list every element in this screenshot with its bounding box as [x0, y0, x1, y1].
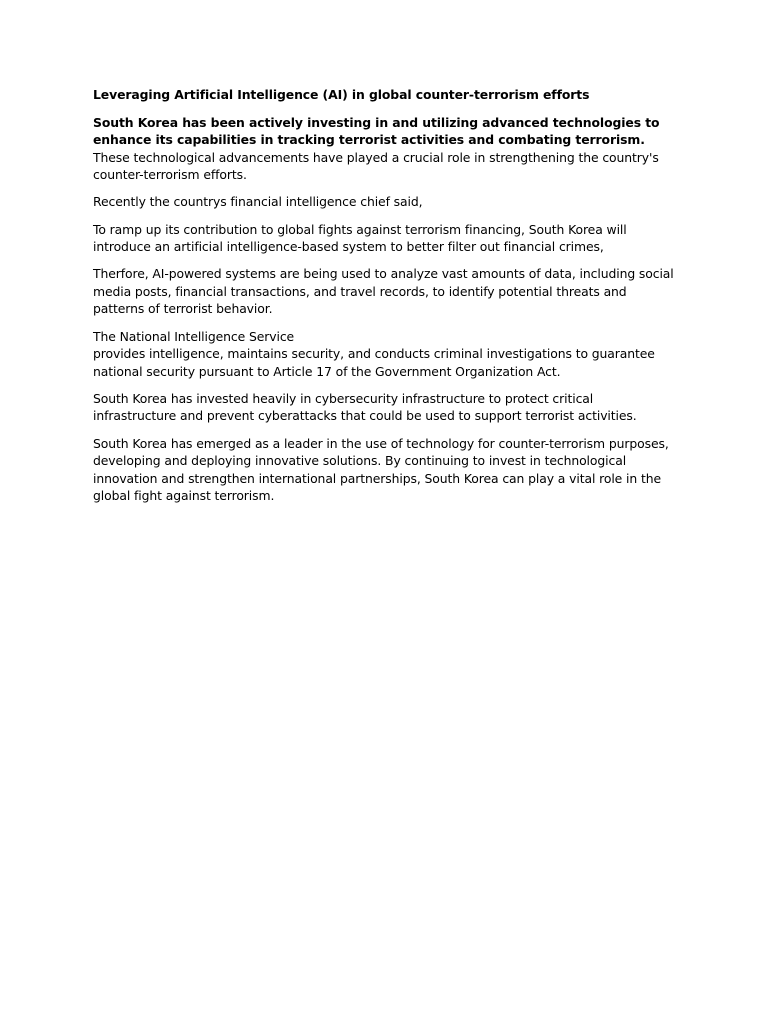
nis-body-text: provides intelligence, maintains security, and conducts criminal investigations to guarantee national security pursuant to Article 17 of the Government Organization Act. [93, 346, 655, 379]
document-page [93, 86, 678, 514]
intro-bold-text: South Korea has been actively investing in and utilizing advanced technologies to enhance its capabilities in tracking terrorist activities and combating terrorism. [93, 114, 660, 148]
paragraph-intro [93, 114, 678, 184]
paragraph-therfore: Therfore, AI-powered systems are being used to analyze vast amounts of data, including social media posts, financial transactions, and travel records, to identify potential threats and patterns of terrorist behavior. [93, 266, 674, 317]
paragraph-nis [93, 328, 678, 381]
document-title: Leveraging Artificial Intelligence (AI) in global counter-terrorism efforts [93, 87, 590, 102]
paragraph-leader: South Korea has emerged as a leader in the use of technology for counter-terrorism purposes, developing and deploying innovative solutions. By continuing to invest in technological innovation and strengthen international partnerships, South Korea can play a vital role in the global fight against terrorism. [93, 435, 669, 504]
paragraph-recent: Recently the countrys financial intelligence chief said, [93, 194, 423, 210]
nis-heading-line: The National Intelligence Service [93, 328, 295, 344]
paragraph-cybersecurity: South Korea has invested heavily in cybersecurity infrastructure to protect critical infrastructure and prevent cyberattacks that could be used to support terrorist activities. [93, 390, 637, 424]
paragraph-ramp-up: To ramp up its contribution to global fights against terrorism financing, South Korea will introduce an artificial intelligence-based system to better filter out financial crimes, [93, 221, 627, 255]
intro-rest-text: These technological advancements have played a crucial role in strengthening the country's counter-terrorism efforts. [93, 149, 659, 183]
